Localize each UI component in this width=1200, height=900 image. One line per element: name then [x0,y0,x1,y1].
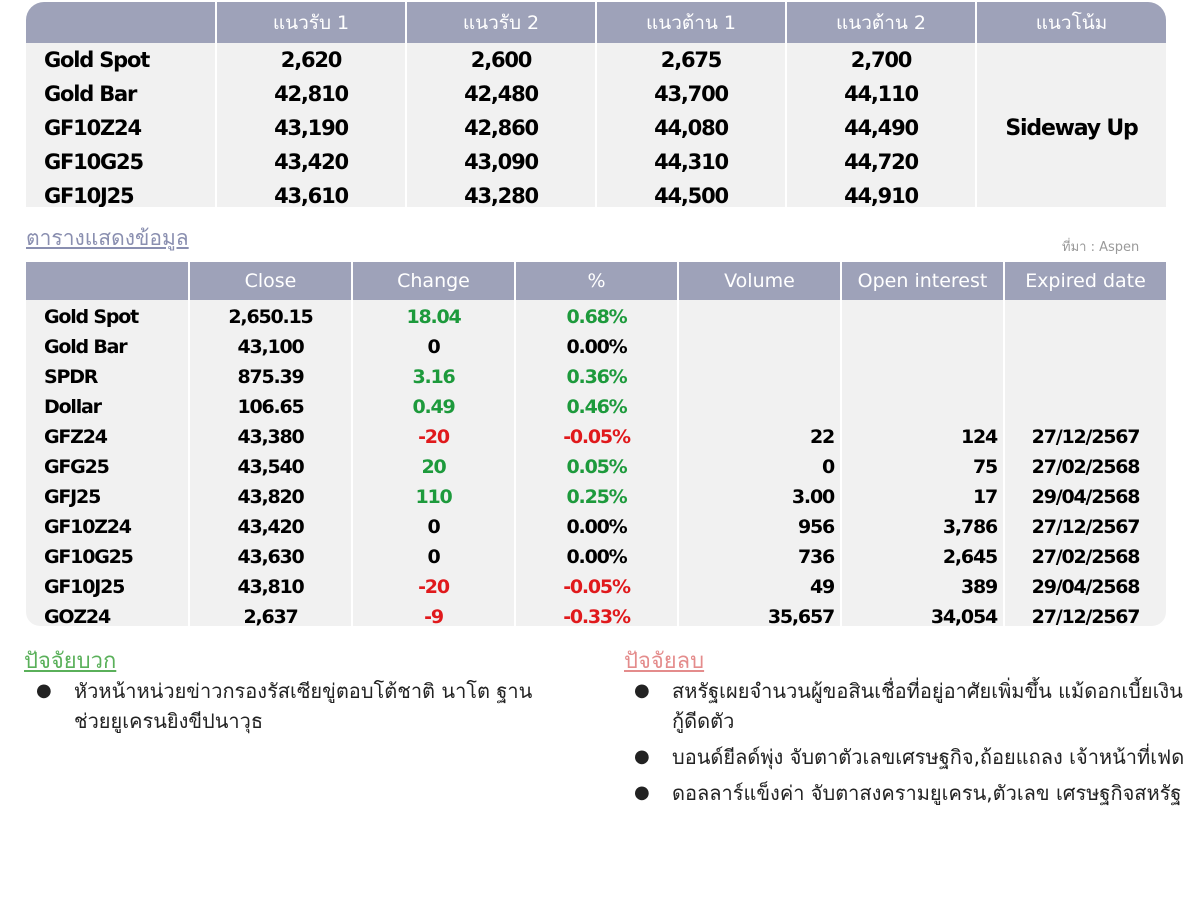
support-1-value: 43,190 [216,111,406,145]
resistance-2-value: 2,700 [786,43,976,77]
header-blank [26,262,189,300]
table-header-row [26,2,1166,43]
close-value: 43,420 [189,512,352,542]
header-percent: % [515,262,678,300]
close-value: 43,810 [189,572,352,602]
header-support-1: แนวรับ 1 [216,2,406,43]
resistance-1-value: 2,675 [596,43,786,77]
instrument-name: SPDR [44,366,98,388]
volume-value [678,300,841,332]
instrument-name: Gold Spot [26,43,216,77]
negative-factors-title: ปัจจัยลบ [624,649,705,674]
support-2-value: 42,860 [406,111,596,145]
table-header-row [26,262,1166,300]
percent-value: 0.68% [515,300,678,332]
table-row [26,422,1166,452]
expired-date-value: 27/12/2567 [1004,512,1166,542]
instrument-name: Gold Bar [26,77,216,111]
table-title: ตารางแสดงข้อมูล [26,226,189,250]
market-data-panel [26,262,1166,626]
percent-value: -0.05% [515,422,678,452]
expired-date-value: 27/02/2568 [1004,542,1166,572]
open-interest-value: 124 [841,422,1004,452]
support-1-value: 43,610 [216,179,406,207]
list-item [26,676,546,736]
close-value: 43,630 [189,542,352,572]
change-value: 20 [352,452,515,482]
table-row [26,362,1166,392]
instrument-name: GOZ24 [44,606,110,626]
change-value: 110 [352,482,515,512]
open-interest-value: 34,054 [841,602,1004,626]
resistance-2-value: 44,720 [786,145,976,179]
resistance-1-value: 44,500 [596,179,786,207]
support-resistance-table [26,2,1166,207]
open-interest-value [841,332,1004,362]
percent-value: 0.46% [515,392,678,422]
factor-text: ดอลลาร์แข็งค่า จับตาสงครามยูเครน,ตัวเลข เศรษฐกิจสหรัฐ [672,781,1182,805]
close-value: 43,100 [189,332,352,362]
volume-value: 49 [678,572,841,602]
table-row [26,452,1166,482]
instrument-name: GF10Z24 [26,111,216,145]
change-value: -20 [352,572,515,602]
support-2-value: 42,480 [406,77,596,111]
close-value: 875.39 [189,362,352,392]
volume-value: 22 [678,422,841,452]
instrument-name: Gold Spot [44,306,138,328]
header-resistance-2: แนวต้าน 2 [786,2,976,43]
resistance-1-value: 44,310 [596,145,786,179]
expired-date-value [1004,362,1166,392]
expired-date-value: 29/04/2568 [1004,482,1166,512]
factor-text: หัวหน้าหน่วยข่าวกรองรัสเซียขู่ตอบโต้ชาติ นาโต ฐานช่วยยูเครนยิงขีปนาวุธ [74,679,533,733]
percent-value: 0.25% [515,482,678,512]
percent-value: 0.36% [515,362,678,392]
bullet-icon: ● [634,680,650,701]
positive-factors-list [26,676,546,742]
support-2-value: 43,280 [406,179,596,207]
header-change: Change [352,262,515,300]
market-data-table [26,262,1166,626]
table-row [26,542,1166,572]
open-interest-value [841,300,1004,332]
positive-factors-title: ปัจจัยบวก [24,649,117,674]
expired-date-value: 29/04/2568 [1004,572,1166,602]
bullet-icon: ● [634,782,650,803]
percent-value: 0.00% [515,332,678,362]
support-resistance-panel [26,2,1166,207]
instrument-name: GFG25 [44,456,109,478]
table-row [26,43,1166,77]
volume-value: 35,657 [678,602,841,626]
open-interest-value: 2,645 [841,542,1004,572]
close-value: 2,650.15 [189,300,352,332]
trend-value: Sideway Up [976,43,1166,207]
close-value: 2,637 [189,602,352,626]
percent-value: 0.00% [515,542,678,572]
close-value: 43,540 [189,452,352,482]
instrument-name: GF10J25 [44,576,125,598]
volume-value [678,332,841,362]
volume-value: 3.00 [678,482,841,512]
percent-value: -0.05% [515,572,678,602]
close-value: 43,380 [189,422,352,452]
header-blank [26,2,216,43]
percent-value: 0.00% [515,512,678,542]
change-value: 18.04 [352,300,515,332]
expired-date-value: 27/12/2567 [1004,422,1166,452]
negative-factors-list [624,676,1194,814]
instrument-name: GF10J25 [26,179,216,207]
header-volume: Volume [678,262,841,300]
header-open-interest: Open interest [841,262,1004,300]
instrument-name: GF10G25 [26,145,216,179]
change-value: 0 [352,332,515,362]
table-row [26,332,1166,362]
header-support-2: แนวรับ 2 [406,2,596,43]
support-1-value: 2,620 [216,43,406,77]
volume-value: 736 [678,542,841,572]
percent-value: 0.05% [515,452,678,482]
list-item [624,742,1194,772]
table-row [26,512,1166,542]
expired-date-value: 27/02/2568 [1004,452,1166,482]
open-interest-value: 389 [841,572,1004,602]
instrument-name: GF10G25 [44,546,133,568]
table-row [26,392,1166,422]
header-resistance-1: แนวต้าน 1 [596,2,786,43]
support-2-value: 43,090 [406,145,596,179]
volume-value: 0 [678,452,841,482]
expired-date-value [1004,300,1166,332]
header-expired-date: Expired date [1004,262,1166,300]
volume-value [678,392,841,422]
open-interest-value: 3,786 [841,512,1004,542]
list-item [624,676,1194,736]
bullet-icon: ● [36,680,52,701]
close-value: 43,820 [189,482,352,512]
resistance-1-value: 43,700 [596,77,786,111]
factor-text: บอนด์ยีลด์พุ่ง จับตาตัวเลขเศรษฐกิจ,ถ้อยแถลง เจ้าหน้าที่เฟด [672,745,1185,769]
change-value: -9 [352,602,515,626]
table-row [26,482,1166,512]
market-table-body [26,300,1166,626]
resistance-1-value: 44,080 [596,111,786,145]
open-interest-value [841,392,1004,422]
support-2-value: 2,600 [406,43,596,77]
bullet-icon: ● [634,746,650,767]
open-interest-value: 17 [841,482,1004,512]
header-trend: แนวโน้ม [976,2,1166,43]
resistance-2-value: 44,910 [786,179,976,207]
resistance-2-value: 44,110 [786,77,976,111]
resistance-2-value: 44,490 [786,111,976,145]
expired-date-value [1004,332,1166,362]
change-value: 0.49 [352,392,515,422]
instrument-name: GFJ25 [44,486,101,508]
support-1-value: 43,420 [216,145,406,179]
list-item [624,778,1194,808]
source-note: ที่มา : Aspen [1062,240,1140,255]
change-value: 3.16 [352,362,515,392]
close-value: 106.65 [189,392,352,422]
volume-value: 956 [678,512,841,542]
change-value: -20 [352,422,515,452]
instrument-name: Gold Bar [44,336,127,358]
change-value: 0 [352,542,515,572]
open-interest-value: 75 [841,452,1004,482]
factor-text: สหรัฐเผยจำนวนผู้ขอสินเชื่อที่อยู่อาศัยเพิ่มขึ้น แม้ดอกเบี้ยเงินกู้ดีดตัว [672,679,1183,733]
volume-value [678,362,841,392]
expired-date-value: 27/12/2567 [1004,602,1166,626]
change-value: 0 [352,512,515,542]
instrument-name: GFZ24 [44,426,107,448]
header-close: Close [189,262,352,300]
table-row [26,572,1166,602]
percent-value: -0.33% [515,602,678,626]
support-1-value: 42,810 [216,77,406,111]
table-row [26,602,1166,626]
open-interest-value [841,362,1004,392]
instrument-name: Dollar [44,396,101,418]
instrument-name: GF10Z24 [44,516,131,538]
expired-date-value [1004,392,1166,422]
table-row [26,300,1166,332]
